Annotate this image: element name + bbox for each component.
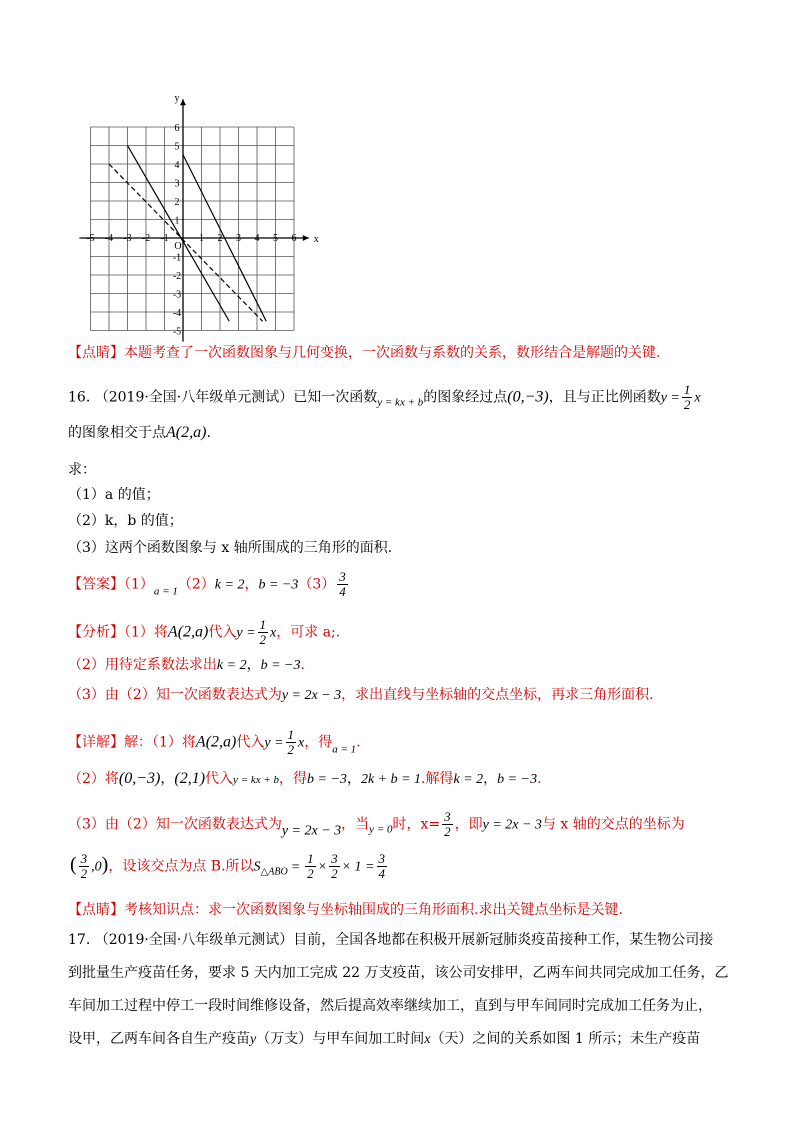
answer-2-b: b = −3 bbox=[258, 577, 299, 593]
y-tick-label: -2 bbox=[172, 271, 182, 282]
prop-function-lhs: y = bbox=[264, 735, 284, 751]
detail-tag: 【详解】 bbox=[68, 734, 124, 751]
numerator: 3 bbox=[378, 851, 385, 866]
detail-text: 解：（1）将 bbox=[124, 734, 196, 751]
analysis-text: ，可求 a;. bbox=[276, 624, 341, 641]
analysis-line-2 bbox=[68, 655, 305, 676]
stem-text: ，且与正比例函数 bbox=[548, 389, 661, 406]
denominator: 2 bbox=[444, 824, 451, 839]
linear-function: y = 2x − 3 bbox=[482, 817, 542, 833]
stem-text: 设甲，乙两车间各自生产疫苗 bbox=[68, 1031, 250, 1047]
detail-text: 时， bbox=[392, 816, 421, 833]
numerator: 1 bbox=[259, 617, 267, 632]
y-tick-label: 5 bbox=[174, 141, 180, 153]
separator: ， bbox=[346, 771, 361, 787]
x-tick-label: -4 bbox=[104, 233, 114, 244]
fraction bbox=[79, 852, 90, 881]
point-a: A(2,a) bbox=[167, 623, 209, 641]
point-a: A(2,a) bbox=[166, 424, 207, 441]
times: × bbox=[317, 859, 328, 875]
detail-text: ，当 bbox=[341, 816, 370, 833]
q17-line-1 bbox=[68, 930, 713, 950]
analysis-line-1 bbox=[68, 618, 340, 647]
separator: ， bbox=[246, 657, 261, 673]
dianjing-text: 本题考查了一次函数图象与几何变换，一次函数与系数的关系，数形结合是解题的关键. bbox=[124, 345, 661, 361]
x-tick-label: 5 bbox=[273, 233, 278, 244]
area-symbol: S bbox=[253, 859, 261, 875]
area-subscript: △ABO bbox=[260, 866, 288, 878]
answer-label: （3） bbox=[298, 576, 336, 593]
period: . bbox=[300, 657, 305, 673]
axes bbox=[79, 99, 308, 341]
denominator: 2 bbox=[307, 866, 314, 881]
denominator: 2 bbox=[259, 632, 267, 647]
x-tick-label: -5 bbox=[86, 233, 95, 244]
x-tick-label: -2 bbox=[141, 233, 151, 244]
stem-text: 的图象经过点 bbox=[423, 389, 508, 406]
stem-text: （万支）与甲车间加工时间 bbox=[256, 1031, 425, 1047]
times: × 1 = bbox=[341, 859, 375, 875]
q16-dianjing bbox=[68, 900, 623, 920]
x-tick-label: -3 bbox=[123, 233, 132, 244]
analysis-line-3 bbox=[68, 685, 654, 706]
analysis-tag: 【分析】 bbox=[68, 624, 124, 641]
b-value: b = −3 bbox=[260, 658, 301, 673]
period: . bbox=[537, 771, 542, 787]
denominator: 2 bbox=[287, 742, 295, 757]
fraction bbox=[286, 728, 297, 757]
answer-1: a = 1 bbox=[153, 585, 178, 598]
y-tick-label: 2 bbox=[174, 197, 180, 208]
b-value: b = −3 bbox=[497, 772, 538, 787]
equation: 2k + b = 1 bbox=[360, 772, 422, 787]
fraction bbox=[442, 810, 453, 839]
stem-text: 目前，全国各地都在积极开展新冠肺炎疫苗接种工作，某生物公司接 bbox=[293, 932, 714, 948]
equation: b = −3 bbox=[307, 772, 347, 787]
k-value: k = 2 bbox=[453, 772, 484, 787]
dianjing-text: 考核知识点：求一次函数图象与坐标轴围成的三角形面积.求出关键点坐标是关键. bbox=[124, 902, 623, 918]
variable-y: y bbox=[250, 1032, 257, 1047]
linear-function: y = 2x − 3 bbox=[281, 688, 342, 703]
question-number: 16. bbox=[68, 389, 91, 406]
tick-labels bbox=[86, 93, 318, 337]
sub-question-1: （1）a 的值； bbox=[68, 487, 160, 503]
point: (0,−3) bbox=[507, 388, 549, 406]
analysis-text: ，求出直线与坐标轴的交点坐标，再求三角形面积. bbox=[341, 687, 654, 703]
numerator: 1 bbox=[307, 851, 314, 866]
variable: x bbox=[270, 625, 277, 641]
numerator: 3 bbox=[444, 809, 451, 824]
graph-lines bbox=[109, 146, 266, 322]
separator: ， bbox=[483, 771, 498, 787]
x-tick-label: 1 bbox=[199, 233, 204, 244]
detail-text: ，即 bbox=[454, 816, 483, 833]
y-axis-label: y bbox=[174, 93, 180, 105]
denominator: 4 bbox=[339, 584, 346, 599]
y-tick-label: 4 bbox=[174, 160, 180, 171]
answer-label: （2） bbox=[177, 576, 215, 593]
condition: y = 0 bbox=[369, 823, 393, 836]
y-tick-label: -5 bbox=[172, 326, 182, 338]
x-tick-label: 3 bbox=[236, 233, 241, 244]
denominator: 2 bbox=[683, 397, 691, 412]
denominator: 4 bbox=[378, 866, 385, 881]
numerator: 1 bbox=[287, 727, 295, 742]
stem-text: 已知一次函数 bbox=[293, 389, 378, 406]
analysis-text: （2）用待定系数法求出 bbox=[68, 657, 217, 673]
detail-line-2 bbox=[68, 769, 542, 790]
x-axis-arrow bbox=[303, 235, 309, 241]
answer-3-fraction bbox=[337, 570, 348, 599]
a-value: a = 1 bbox=[332, 743, 357, 756]
fraction bbox=[377, 852, 388, 881]
q17-line-3: 车间加工过程中停工一段时间维修设备，然后提高效率继续加工，直到与甲车间同时完成加工任务为止， bbox=[68, 998, 712, 1014]
point: (0,−3) bbox=[118, 770, 161, 787]
sub-question-2: （2）k，b 的值； bbox=[68, 513, 183, 529]
analysis-text: （3）由（2）知一次函数表达式为 bbox=[68, 687, 282, 703]
detail-text: ，得 bbox=[279, 771, 308, 787]
q16-stem-line2 bbox=[68, 423, 211, 443]
denominator: 2 bbox=[331, 866, 338, 881]
point-a: A(2,a) bbox=[195, 733, 237, 751]
analysis-text: （1）将 bbox=[124, 624, 168, 641]
function-graph bbox=[70, 92, 330, 342]
separator: ， bbox=[160, 771, 175, 787]
detail-text: 代入 bbox=[236, 734, 265, 751]
detail-text: ，设该交点为点 B.所以 bbox=[108, 858, 254, 875]
sub-question-3: （3）这两个函数图象与 x 轴所围成的三角形的面积. bbox=[68, 540, 393, 556]
grid bbox=[91, 127, 295, 331]
prop-function-lhs: y = bbox=[660, 390, 680, 406]
variable: x bbox=[298, 735, 305, 751]
stem-text: . bbox=[206, 425, 211, 441]
q15-dianjing bbox=[68, 343, 660, 363]
y-tick-label: -1 bbox=[172, 252, 182, 264]
question-source: （2019·全国·八年级单元测试） bbox=[94, 389, 294, 406]
variable: x bbox=[694, 390, 701, 406]
detail-text: 与 x 轴的交点的坐标为 bbox=[541, 816, 685, 833]
x-axis-label: x bbox=[313, 234, 319, 245]
detail-text: 代入 bbox=[205, 771, 234, 787]
stem-function: y = kx + b bbox=[377, 396, 424, 409]
answer-tag: 【答案】 bbox=[68, 576, 124, 593]
linear-function: y = 2x − 3 bbox=[281, 823, 342, 839]
stem-text: 的图象相交于点 bbox=[68, 425, 166, 441]
y-tick-label: 1 bbox=[174, 215, 180, 227]
point: (2,1) bbox=[174, 770, 206, 787]
q16-stem-line1 bbox=[68, 383, 701, 413]
point-rest: ,0 bbox=[91, 859, 102, 875]
y-axis-arrow bbox=[180, 99, 186, 105]
linear-function: y = kx + b bbox=[233, 774, 280, 786]
x-tick-label: 2 bbox=[217, 233, 223, 244]
detail-text: .解得 bbox=[421, 771, 454, 787]
denominator: 2 bbox=[80, 866, 88, 881]
detail-line-4: ( $\frac{3}{2}$ ,0)，设该交点为点 B.所以$S_{\triangle ABO}$ = $\frac{1}{2}$ × $\frac{3}{2}$ × 1 = $\frac{3}{4}$ bbox=[70, 851, 385, 881]
detail-text: （3）由（2）知一次函数表达式为 bbox=[68, 816, 282, 833]
question-number: 17. bbox=[68, 932, 91, 948]
answer-label: （1） bbox=[124, 576, 154, 593]
x-tick-label: -1 bbox=[160, 233, 169, 244]
numerator: 1 bbox=[683, 382, 691, 397]
fraction bbox=[682, 383, 693, 412]
numerator: 3 bbox=[339, 569, 346, 584]
numerator: 3 bbox=[331, 851, 338, 866]
answer-2-k: k = 2 bbox=[214, 577, 245, 593]
origin-label: O bbox=[174, 241, 182, 252]
detail-line-1 bbox=[68, 728, 361, 760]
ask-label: 求： bbox=[68, 462, 96, 478]
variable-x: x bbox=[424, 1032, 431, 1047]
detail-text: ，得 bbox=[304, 734, 333, 751]
q17-line-4 bbox=[68, 1029, 700, 1050]
question-source: （2019·全国·八年级单元测试） bbox=[94, 932, 294, 948]
period: . bbox=[356, 734, 361, 751]
fraction bbox=[258, 618, 269, 647]
answer-line: 【答案】$(1)_{a = 1}(2)k = 2$，b = −3（3） $\frac{3}{4}$ bbox=[68, 569, 346, 599]
fraction bbox=[305, 852, 316, 881]
detail-text: （2）将 bbox=[68, 771, 119, 787]
equals: = bbox=[290, 859, 301, 875]
x-tick-label: 6 bbox=[291, 233, 297, 244]
y-tick-label: 3 bbox=[174, 178, 180, 190]
q17-line-2: 到批量生产疫苗任务，要求 5 天内加工完成 22 万支疫苗，该公司安排甲，乙两车间共同完成加工任务，乙 bbox=[68, 965, 729, 981]
dianjing-tag: 【点睛】 bbox=[68, 345, 124, 361]
k-value: k = 2 bbox=[216, 658, 247, 673]
detail-line-3 bbox=[68, 810, 685, 842]
dianjing-tag: 【点睛】 bbox=[68, 902, 124, 918]
numerator: 3 bbox=[80, 851, 88, 866]
x-label: x= bbox=[420, 816, 441, 833]
x-tick-label: 4 bbox=[254, 233, 260, 244]
y-tick-label: 6 bbox=[174, 123, 180, 134]
y-tick-label: -3 bbox=[172, 289, 182, 301]
prop-function-lhs: y = bbox=[236, 625, 256, 641]
analysis-text: 代入 bbox=[208, 624, 237, 641]
fraction bbox=[329, 852, 340, 881]
stem-text: （天）之间的关系如图 1 所示；未生产疫苗 bbox=[430, 1031, 701, 1047]
y-tick-label: -4 bbox=[172, 308, 182, 319]
